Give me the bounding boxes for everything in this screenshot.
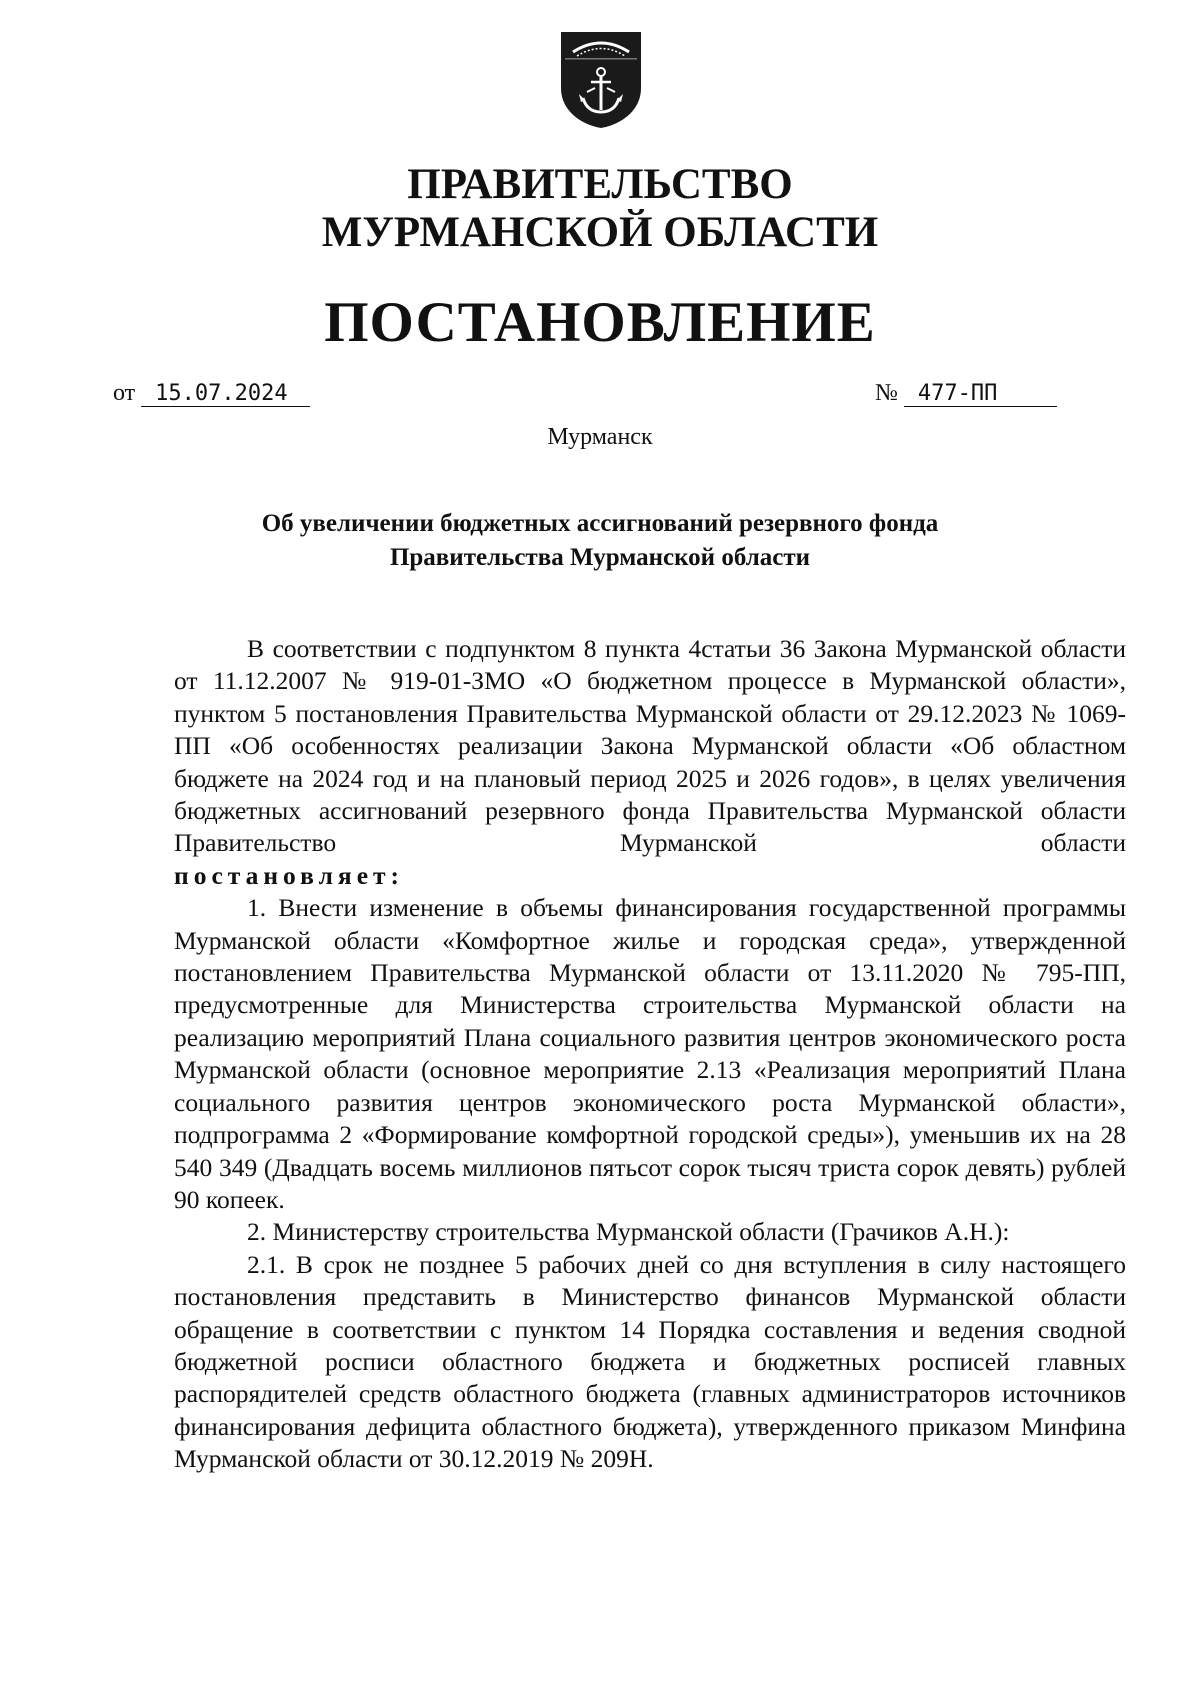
item-1-paragraph: 1. Внести изменение в объемы финансирования государственной программы Мурманской области «Комфортное жилье и городская среда», утвержденной постановлением Правительства Мурманской области от 13.11.2020 № 795-ПП, предусмотренные для Министерства строительства Мурманской области на реализацию мероприятий Плана социального развития центров экономического роста Мурманской области (основное мероприятие 2.13 «Реализация мероприятий Плана социального развития центров экономического роста Мурманской области», подпрограмма 2 «Формирование комфортной городской среды»), уменьшив их на 28 540 349 (Двадцать восемь миллионов пятьсот сорок тысяч триста сорок девять) рублей 90 копеек. <box>174 893 1126 1214</box>
resolves-word: постановляет: <box>174 860 405 890</box>
date-prefix: от <box>113 380 136 406</box>
number-field <box>875 380 1057 407</box>
city-label: Мурманск <box>547 424 653 450</box>
document-type-heading: ПОСТАНОВЛЕНИЕ <box>324 291 876 354</box>
document-subject <box>0 507 1200 575</box>
document-date: 15.07.2024 <box>141 381 309 407</box>
number-prefix: № <box>875 380 898 406</box>
preamble-paragraph: В соответствии с подпунктом 8 пункта 4статьи 36 Закона Мурманской области от 11.12.2007 № 919-01-ЗМО «О бюджетном процессе в Мурманской области», пунктом 5 постановления Правительства Мурманской области от 29.12.2023 № 1069-ПП «Об особенностях реализации Закона Мурманской области «Об областном бюджете на 2024 год и на плановый период 2025 и 2026 годов», в целях увеличения бюджетных ассигнований резервного фонда Правительства Мурманской области Правительство Мурманской области <box>174 634 1126 858</box>
coat-of-arms-emblem <box>559 30 643 130</box>
document-number: 477-ПП <box>904 381 1057 407</box>
date-field <box>113 380 310 407</box>
item-2-1-paragraph: 2.1. В срок не позднее 5 рабочих дней со дня вступления в силу настоящего постановления представить в Министерство финансов Мурманской области обращение в соответствии с пунктом 14 Порядка составления и ведения сводной бюджетной росписи областного бюджета и бюджетных росписей главных распорядителей средств областного бюджета (главных администраторов источников финансирования дефицита областного бюджета), утвержденного приказом Минфина Мурманской области от 30.12.2019 № 209Н. <box>174 1249 1126 1474</box>
government-title-line-1: ПРАВИТЕЛЬСТВО <box>407 161 793 208</box>
subject-line-2: Правительства Мурманской области <box>389 544 811 571</box>
government-title-line-2: МУРМАНСКОЙ ОБЛАСТИ <box>321 209 879 256</box>
subject-line-1: Об увеличении бюджетных ассигнований резервного фонда <box>261 510 939 537</box>
item-2-paragraph: 2. Министерству строительства Мурманской области (Грачиков А.Н.): <box>247 1217 1010 1247</box>
document-body <box>174 633 1126 1476</box>
